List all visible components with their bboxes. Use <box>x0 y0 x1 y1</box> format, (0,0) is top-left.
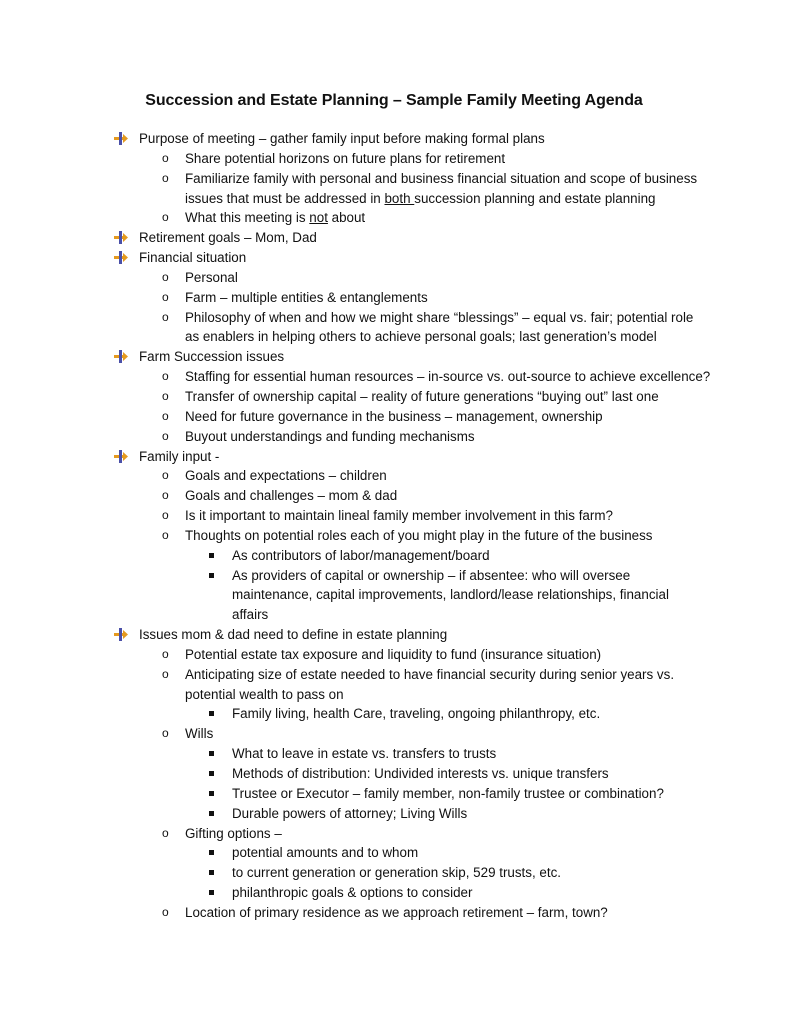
square-bullet-icon <box>209 890 214 895</box>
agenda-item <box>0 347 788 367</box>
agenda-item <box>0 228 788 248</box>
sub-item-text: Philosophy of when and how we might share “blessings” – equal vs. fair; potential role <box>185 309 694 325</box>
agenda-item-text: Farm Succession issues <box>139 349 285 365</box>
sub-item-text: Gifting options – <box>185 825 282 841</box>
circle-bullet-icon: o <box>162 269 169 284</box>
sub-item <box>0 665 788 685</box>
sub-item-text: Goals and expectations – children <box>185 468 387 484</box>
agenda-list <box>0 129 788 923</box>
sub-item-text: Need for future governance in the business – management, ownership <box>185 408 603 424</box>
square-bullet-icon <box>209 573 214 578</box>
sub-sub-item <box>0 883 788 903</box>
text-fragment: issues that must be addressed in <box>185 190 385 206</box>
square-bullet-icon <box>209 791 214 796</box>
square-bullet-icon <box>209 870 214 875</box>
agenda-item-text: Purpose of meeting – gather family input before making formal plans <box>139 131 545 146</box>
sub-item <box>0 308 788 328</box>
sub-item-continuation <box>0 189 788 209</box>
sub-item <box>0 903 788 923</box>
circle-bullet-icon: o <box>162 666 169 681</box>
arrow-bullet-icon <box>114 132 128 145</box>
sub-item <box>0 407 788 427</box>
circle-bullet-icon: o <box>162 369 169 384</box>
circle-bullet-icon: o <box>162 309 169 324</box>
sub-sub-item <box>0 566 788 586</box>
arrow-bullet-icon <box>114 628 128 641</box>
sub-item-text: Potential estate tax exposure and liquidity to fund (insurance situation) <box>185 646 602 662</box>
sub-item-text: Farm – multiple entities & entanglements <box>185 289 428 305</box>
sub-sub-item-text: affairs <box>232 607 269 623</box>
circle-bullet-icon: o <box>162 468 169 483</box>
sub-sub-item-text: Durable powers of attorney; Living Wills <box>232 805 468 821</box>
sub-item-text: Familiarize family with personal and business financial situation and scope of business <box>185 170 698 186</box>
text-fragment: succession planning and estate planning <box>414 190 656 206</box>
sub-item-text <box>185 189 656 209</box>
page-title: Succession and Estate Planning – Sample Family Meeting Agenda <box>145 92 643 109</box>
sub-item-text: Share potential horizons on future plans for retirement <box>185 150 506 166</box>
circle-bullet-icon: o <box>162 527 169 542</box>
circle-bullet-icon: o <box>162 825 169 840</box>
agenda-item-text: Family input - <box>139 448 220 464</box>
square-bullet-icon <box>209 751 214 756</box>
circle-bullet-icon: o <box>162 428 169 443</box>
sub-item-continuation <box>0 327 788 347</box>
sub-item-text: Anticipating size of estate needed to have financial security during senior years vs. <box>185 666 675 682</box>
sub-sub-item-continuation <box>0 605 788 625</box>
agenda-item-text: Retirement goals – Mom, Dad <box>139 230 317 246</box>
sub-sub-item <box>0 744 788 764</box>
sub-sub-item-text: maintenance, capital improvements, landlord/lease relationships, financial <box>232 587 669 603</box>
circle-bullet-icon: o <box>162 150 169 165</box>
agenda-item-text: Financial situation <box>139 250 247 266</box>
agenda-item-text: Issues mom & dad need to define in estate planning <box>139 627 448 643</box>
sub-item <box>0 288 788 308</box>
sub-item <box>0 367 788 387</box>
square-bullet-icon <box>209 811 214 816</box>
sub-sub-item-text: Trustee or Executor – family member, non-family trustee or combination? <box>232 785 664 801</box>
sub-sub-item-text: Methods of distribution: Undivided interests vs. unique transfers <box>232 766 609 781</box>
sub-item-text: as enablers in helping others to achieve personal goals; last generation’s model <box>185 329 657 345</box>
sub-sub-item-text: philanthropic goals & options to consider <box>232 885 473 901</box>
agenda-item <box>0 248 788 268</box>
sub-item-continuation <box>0 685 788 705</box>
sub-sub-item-text: As contributors of labor/management/board <box>232 547 490 563</box>
circle-bullet-icon: o <box>162 388 169 403</box>
sub-item-text: Wills <box>185 726 214 742</box>
sub-sub-item-text: to current generation or generation skip, 529 trusts, etc. <box>232 865 561 881</box>
square-bullet-icon <box>209 771 214 776</box>
sub-item-text: Staffing for essential human resources – in-source vs. out-source to achieve excellence? <box>185 369 711 385</box>
sub-item <box>0 387 788 407</box>
circle-bullet-icon: o <box>162 488 169 503</box>
agenda-item <box>0 625 788 645</box>
text-fragment: about <box>327 210 366 226</box>
square-bullet-icon <box>209 553 214 558</box>
sub-sub-item <box>0 804 788 824</box>
sub-item <box>0 427 788 447</box>
underlined-text: both <box>384 190 415 206</box>
sub-sub-item <box>0 546 788 566</box>
sub-item <box>0 645 788 665</box>
sub-sub-item <box>0 764 788 784</box>
arrow-bullet-icon <box>114 450 128 463</box>
sub-item-text: Thoughts on potential roles each of you might play in the future of the business <box>185 527 653 543</box>
circle-bullet-icon: o <box>162 646 169 661</box>
circle-bullet-icon: o <box>162 508 169 523</box>
sub-item <box>0 466 788 486</box>
sub-sub-item <box>0 784 788 804</box>
arrow-bullet-icon <box>114 251 128 264</box>
circle-bullet-icon: o <box>162 170 169 185</box>
sub-item-text: potential wealth to pass on <box>185 686 344 702</box>
circle-bullet-icon: o <box>162 210 169 225</box>
sub-sub-item-text: potential amounts and to whom <box>232 845 419 861</box>
sub-sub-item-text: What to leave in estate vs. transfers to trusts <box>232 746 497 762</box>
sub-item-text <box>185 208 365 228</box>
sub-item <box>0 526 788 546</box>
sub-sub-item <box>0 843 788 863</box>
square-bullet-icon <box>209 711 214 716</box>
sub-sub-item-text: Family living, health Care, traveling, ongoing philanthropy, etc. <box>232 706 601 722</box>
square-bullet-icon <box>209 850 214 855</box>
sub-item-text: Buyout understandings and funding mechanisms <box>185 428 475 444</box>
sub-item <box>0 169 788 189</box>
sub-item <box>0 506 788 526</box>
underlined-text: not <box>309 210 328 226</box>
sub-item <box>0 268 788 288</box>
sub-item-text: Location of primary residence as we approach retirement – farm, town? <box>185 904 608 920</box>
agenda-item <box>0 447 788 467</box>
circle-bullet-icon: o <box>162 726 169 741</box>
circle-bullet-icon: o <box>162 289 169 304</box>
sub-item-text: Goals and challenges – mom & dad <box>185 488 398 504</box>
sub-sub-item <box>0 863 788 883</box>
sub-item <box>0 149 788 169</box>
sub-item-text: Is it important to maintain lineal family member involvement in this farm? <box>185 508 613 524</box>
circle-bullet-icon: o <box>162 904 169 919</box>
circle-bullet-icon: o <box>162 408 169 423</box>
sub-item <box>0 208 788 228</box>
agenda-item <box>0 129 788 149</box>
sub-item-text: Personal <box>185 269 238 285</box>
sub-item <box>0 486 788 506</box>
sub-item-text: Transfer of ownership capital – reality of future generations “buying out” last one <box>185 388 659 404</box>
arrow-bullet-icon <box>114 350 128 363</box>
arrow-bullet-icon <box>114 231 128 244</box>
sub-sub-item-continuation <box>0 585 788 605</box>
sub-sub-item-text: As providers of capital or ownership – if absentee: who will oversee <box>232 567 631 583</box>
sub-item <box>0 724 788 744</box>
sub-item <box>0 824 788 844</box>
text-fragment: What this meeting is <box>185 210 310 226</box>
sub-sub-item <box>0 704 788 724</box>
